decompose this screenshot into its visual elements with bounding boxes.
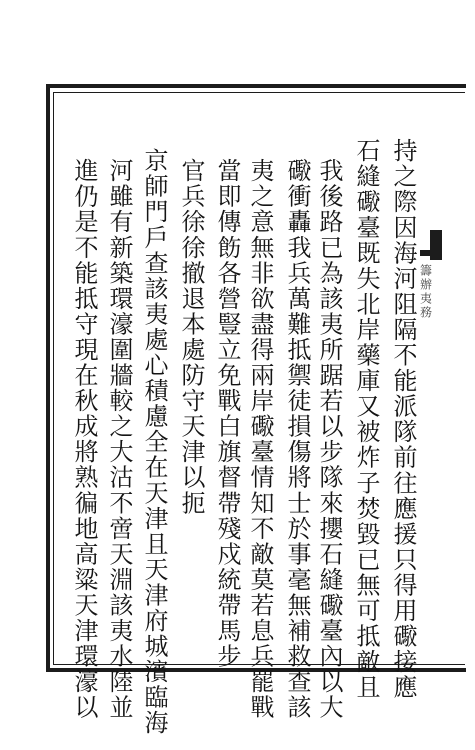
header-glyphs: 籌辦夷務 (418, 264, 433, 320)
text-column: 夷之意無非欲盡得兩岸礮臺情知不敵莫若息兵罷戰 (246, 158, 274, 721)
text-column: 我後路已為該夷所踞若以步隊來攖石縫礮臺內以大 (315, 158, 343, 721)
text-column: 河雖有新築環濠圍牆較之大沽不啻天淵該夷水陸並 (105, 158, 133, 721)
text-column: 持之際因海河阻隔不能派隊前往應援只得用礮接應 (389, 138, 417, 701)
text-column: 礮衝轟我兵萬難抵禦徒損傷將士於事毫無補救查該 (283, 158, 311, 721)
fold-marker (430, 230, 442, 260)
text-column: 石縫礮臺既失北岸藥庫又被炸子焚毀已無可抵敵且 (352, 138, 380, 701)
page-header-strip (418, 84, 434, 344)
text-column: 進仍是不能抵守現在秋成將熟徧地高粱天津環濠以 (70, 158, 98, 721)
text-column: 京師門戶查該夷處心積慮全在天津且天津府城濱臨海 (140, 148, 168, 736)
text-column: 官兵徐徐撤退本處防守天津以扼 (177, 158, 205, 516)
text-column: 當即傳飭各營豎立免戰白旗督帶殘戍統帶馬步 (213, 158, 241, 669)
